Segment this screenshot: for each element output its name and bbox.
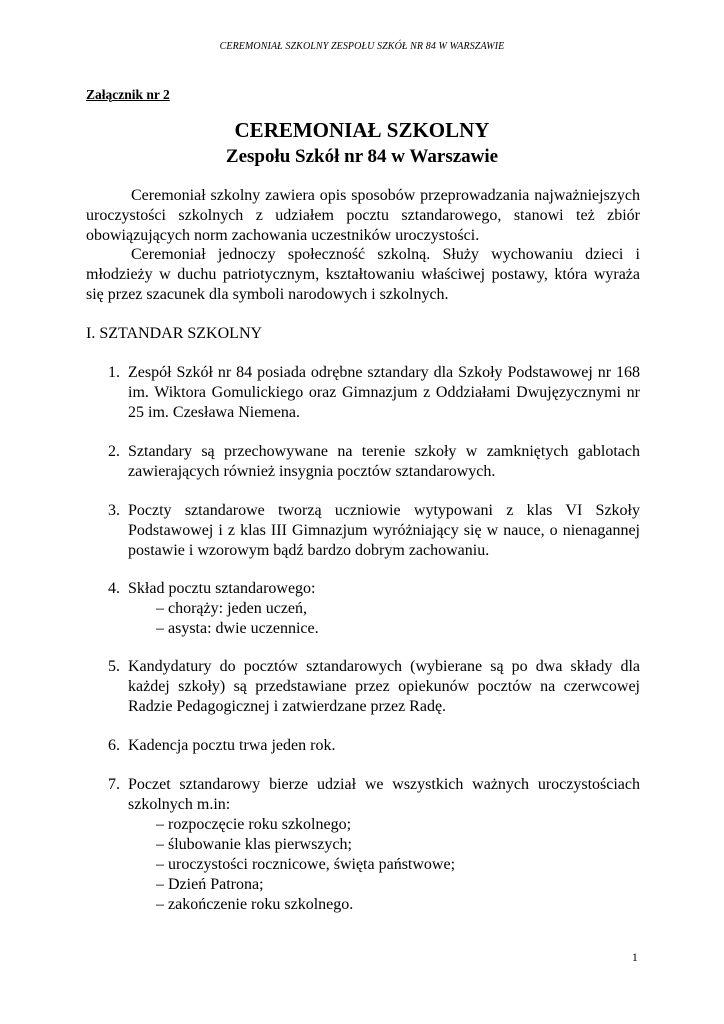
list-item-text: Zespół Szkół nr 84 posiada odrębne sztandary dla Szkoły Podstawowej nr 168 im. Wiktora Gomulickiego oraz Gimnazjum z Oddziałami Dwujęzycznymi nr 25 im. Czesława Niemena. [128, 364, 640, 421]
sub-list-item: – ślubowanie klas pierwszych; [156, 836, 352, 853]
list-item-number: 2. [108, 443, 120, 460]
intro-paragraph-2 [86, 245, 640, 305]
sub-list-item: – asysta: dwie uczennice. [156, 620, 319, 637]
attachment-label: Załącznik nr 2 [86, 87, 170, 102]
list-item-number: 4. [108, 580, 120, 597]
document-title: CEREMONIAŁ SZKOLNY [234, 118, 490, 142]
document-subtitle: Zespołu Szkół nr 84 w Warszawie [225, 146, 499, 167]
list-item [86, 363, 640, 423]
list-item-number: 6. [108, 737, 120, 754]
list-item [86, 775, 640, 915]
paragraph-text: Ceremoniał jednoczy społeczność szkolną. Służy wychowaniu dzieci i młodzieży w duchu patriotycznym, kształtowaniu właściwej postawy, która wyraża się przez szacunek dla symboli narodowych i szkolnych. [86, 246, 640, 303]
paragraph-text: Ceremoniał szkolny zawiera opis sposobów przeprowadzania najważniejszych uroczystości szkolnych z udziałem pocztu sztandarowego, stanowi też zbiór obowiązujących norm zachowania uczestników uroczystości. [86, 187, 640, 244]
sub-list-item: – uroczystości rocznicowe, święta państwowe; [156, 856, 456, 873]
intro-paragraph-1 [86, 186, 640, 246]
list-item-text: Poczet sztandarowy bierze udział we wszystkich ważnych uroczystościach szkolnych m.in: [128, 776, 640, 813]
section-heading: I. SZTANDAR SZKOLNY [86, 325, 263, 342]
list-item [86, 736, 640, 756]
sub-list [86, 599, 640, 639]
sub-list-item: – zakończenie roku szkolnego. [156, 896, 354, 913]
list-item-number: 1. [108, 364, 120, 381]
list-item-text: Kandydatury do pocztów sztandarowych (wybierane są po dwa składy dla każdej szkoły) są przedstawiane przez opiekunów pocztów na czerwcowej Radzie Pedagogicznej i zatwierdzane przez Radę. [128, 658, 640, 715]
title-block [0, 117, 724, 170]
list-item [86, 501, 640, 561]
list-item [86, 579, 640, 639]
page-number: 1 [632, 952, 638, 964]
sub-list-item: – chorąży: jeden uczeń, [156, 600, 308, 617]
list-item [86, 442, 640, 482]
list-item-text: Kadencja pocztu trwa jeden rok. [128, 737, 336, 754]
list-item [86, 657, 640, 717]
running-header: CEREMONIAŁ SZKOLNY ZESPOŁU SZKÓŁ NR 84 W WARSZAWIE [219, 41, 505, 52]
sub-list-item: – rozpoczęcie roku szkolnego; [156, 816, 352, 833]
list-item-text: Poczty sztandarowe tworzą uczniowie wytypowani z klas VI Szkoły Podstawowej i z klas III Gimnazjum wyróżniający się w nauce, o nienagannej postawie i wzorowym bądź bardzo dobrym zachowaniu. [128, 502, 640, 559]
list-item-number: 3. [108, 502, 120, 519]
list-item-number: 5. [108, 658, 120, 675]
sub-list [86, 815, 640, 915]
list-item-text: Skład pocztu sztandarowego: [128, 580, 316, 597]
sub-list-item: – Dzień Patrona; [156, 876, 264, 893]
list-item-number: 7. [108, 776, 120, 793]
list-item-text: Sztandary są przechowywane na terenie szkoły w zamkniętych gablotach zawierających również insygnia pocztów sztandarowych. [128, 443, 640, 480]
